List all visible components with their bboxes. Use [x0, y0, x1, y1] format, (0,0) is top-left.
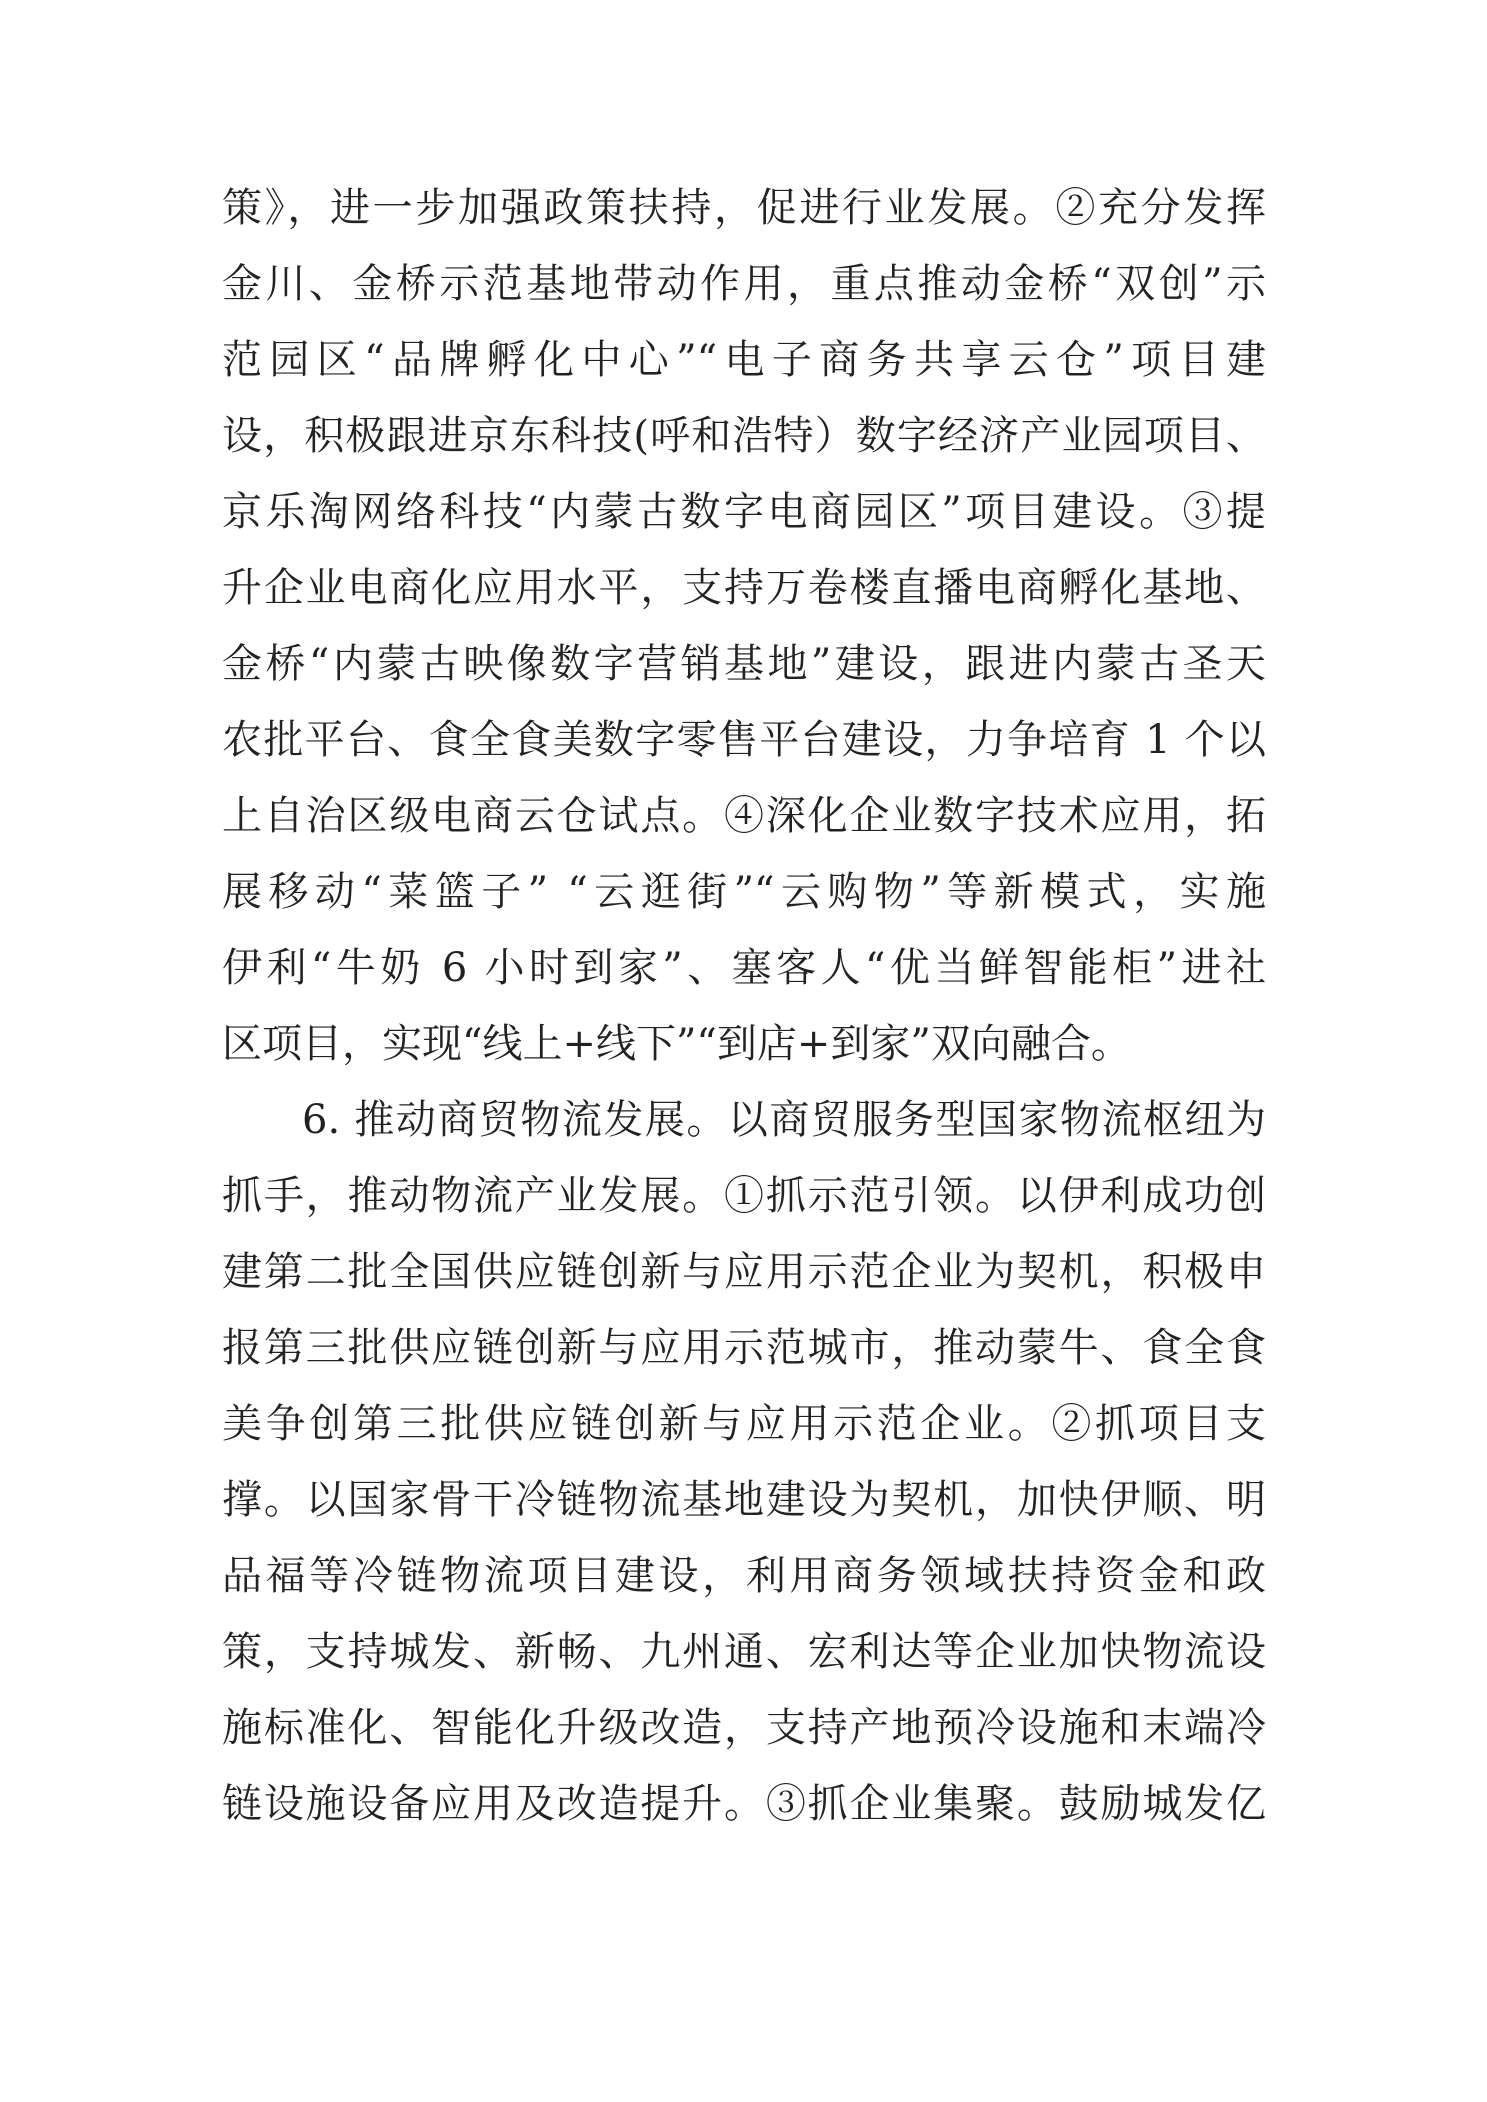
text-line-8: 农批平台、食全食美数字零售平台建设，力争培育 1 个以 [222, 717, 1266, 763]
text-line-10: 展移动“菜篮子” “云逛街”“云购物”等新模式，实施 [222, 869, 1266, 915]
text-line-19: 品福等冷链物流项目建设，利用商务领域扶持资金和政 [222, 1553, 1266, 1599]
text-line-12: 区项目，实现“线上+线下”“到店+到家”双向融合。 [222, 1021, 1131, 1067]
text-line-21: 施标准化、智能化升级改造，支持产地预冷设施和末端冷 [222, 1705, 1266, 1751]
text-line-15: 建第二批全国供应链创新与应用示范企业为契机，积极申 [222, 1249, 1266, 1295]
text-line-13-indented: 6. 推动商贸物流发展。以商贸服务型国家物流枢纽为 [302, 1097, 1266, 1143]
text-line-5: 京乐淘网络科技“内蒙古数字电商园区”项目建设。③提 [222, 489, 1266, 535]
text-line-7: 金桥“内蒙古映像数字营销基地”建设，跟进内蒙古圣天 [222, 641, 1266, 687]
text-line-3: 范园区“品牌孵化中心”“电子商务共享云仓”项目建 [222, 337, 1266, 383]
text-line-6: 升企业电商化应用水平，支持万卷楼直播电商孵化基地、 [222, 565, 1266, 611]
text-line-16: 报第三批供应链创新与应用示范城市，推动蒙牛、食全食 [222, 1325, 1266, 1371]
body-text [222, 170, 1266, 1842]
text-line-20: 策，支持城发、新畅、九州通、宏利达等企业加快物流设 [222, 1629, 1266, 1675]
text-line-22: 链设施设备应用及改造提升。③抓企业集聚。鼓励城发亿 [222, 1781, 1266, 1827]
text-line-14: 抓手，推动物流产业发展。①抓示范引领。以伊利成功创 [222, 1173, 1266, 1219]
text-line-11: 伊利“牛奶 6 小时到家”、塞客人“优当鲜智能柜”进社 [222, 945, 1266, 991]
text-line-17: 美争创第三批供应链创新与应用示范企业。②抓项目支 [222, 1401, 1266, 1447]
text-line-2: 金川、金桥示范基地带动作用，重点推动金桥“双创”示 [222, 261, 1266, 307]
text-line-4: 设，积极跟进京东科技(呼和浩特）数字经济产业园项目、 [222, 413, 1266, 459]
text-line-1: 策》，进一步加强政策扶持，促进行业发展。②充分发挥 [222, 185, 1266, 231]
text-line-18: 撑。以国家骨干冷链物流基地建设为契机，加快伊顺、明 [222, 1477, 1266, 1523]
text-line-9: 上自治区级电商云仓试点。④深化企业数字技术应用，拓 [222, 793, 1266, 839]
